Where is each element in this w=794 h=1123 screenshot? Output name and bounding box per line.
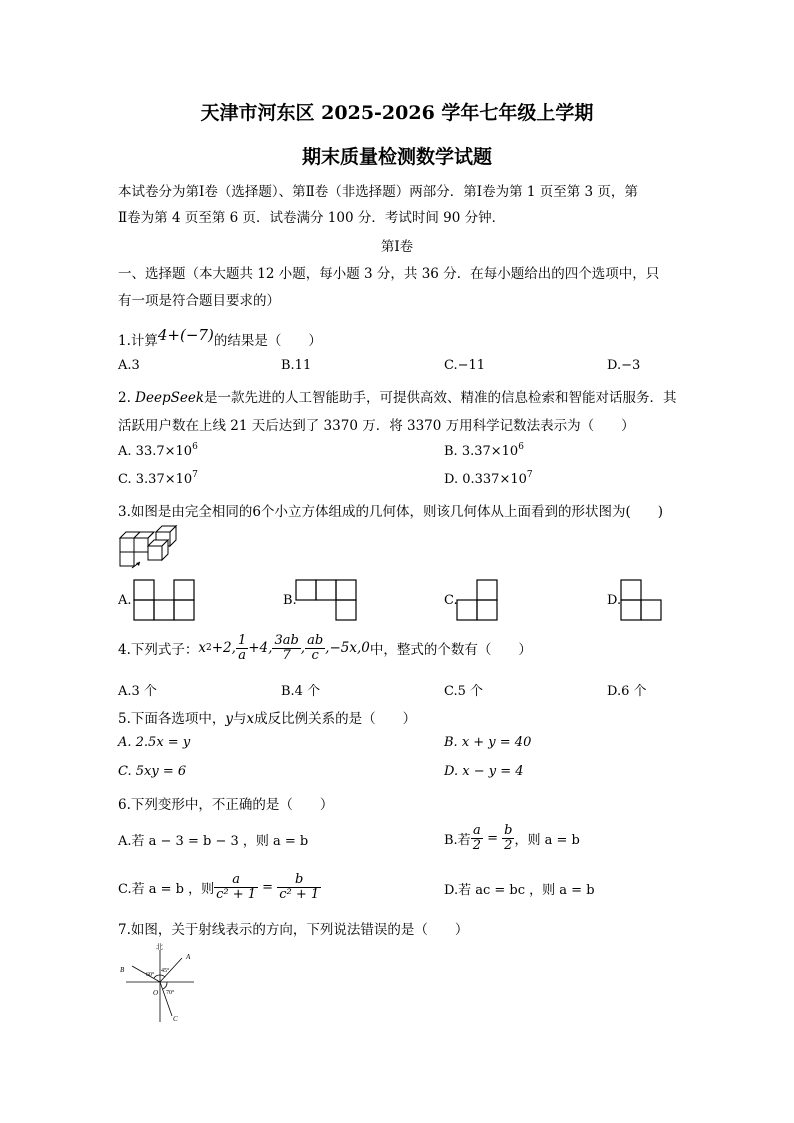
q2-option-d-mantissa: 0.337×10 (462, 472, 527, 487)
q3-option-c-shape[interactable] (456, 579, 498, 621)
q2-option-a-exponent: 6 (192, 442, 198, 452)
q4-fraction-1-denominator: a (238, 647, 246, 663)
q4-fraction-2 (272, 634, 300, 663)
q4-term1-rest: +2, (211, 640, 236, 656)
q5-option-b[interactable]: B. x + y = 40 (444, 735, 532, 750)
q4-fraction-3-numerator: ab (307, 632, 324, 648)
grid-square (154, 600, 174, 620)
grid-square (134, 580, 154, 600)
fraction-denominator: 2 (504, 837, 513, 853)
q2-option-b-label: B. (444, 444, 458, 459)
q2-product-name: DeepSeek (135, 390, 205, 406)
question-4: 4.下列式子： x 2 +2, $\frac{1}{a}$ +4, $\frac{3ab}{7}$ , $\frac{ab}{c}$ ,−5x,0 中，整式的个数有（ ） (118, 632, 532, 663)
q6-option-c-fraction-b (277, 873, 321, 902)
q5-option-c[interactable]: C. 5xy = 6 (118, 764, 187, 779)
q3-option-b-shape[interactable] (295, 579, 357, 621)
fraction-denominator: c² + 1 (279, 886, 320, 902)
intro-line1: 本试卷分为第Ⅰ卷（选择题）、第Ⅱ卷（非选择题）两部分．第Ⅰ卷为第 1 页至第 3 页，第 (118, 184, 638, 200)
q4-fraction-2-numerator: 3ab (274, 632, 299, 648)
exam-title-line2: 期末质量检测数学试题 (301, 146, 492, 168)
grid-square (621, 600, 641, 620)
q4-option-b[interactable]: B.4 个 (281, 684, 321, 699)
point-a-label: A (186, 953, 191, 961)
q4-prefix: 4.下列式子： (118, 642, 199, 658)
q4-suffix: 中，整式的个数有（ ） (369, 642, 532, 658)
cube-face (134, 538, 148, 552)
fraction-denominator: c² + 1 (216, 886, 257, 902)
q1-option-b[interactable]: B.11 (281, 358, 312, 373)
cube-face (148, 546, 162, 560)
q5-option-d[interactable]: D. x − y = 4 (444, 764, 524, 779)
q5-var-x: x (246, 711, 255, 727)
angle-45-label: 45° (161, 968, 170, 974)
intro-line2: Ⅱ卷为第 4 页至第 6 页．试卷满分 100 分．考试时间 90 分钟． (118, 210, 506, 226)
q6-option-b-equals: = (482, 830, 503, 846)
q4-term2-rest: +4, (248, 640, 273, 656)
fraction-numerator: a (471, 824, 483, 839)
fraction-numerator: a (214, 873, 258, 888)
part1-instruction-line1: 一、选择题（本大题共 12 小题，每小题 3 分，共 36 分．在每小题给出的四个选项中，只 (118, 266, 660, 282)
cube-face (120, 552, 134, 566)
grid-square (621, 580, 641, 600)
grid-square (174, 600, 194, 620)
q4-fraction-1-numerator: 1 (237, 632, 247, 648)
q2-option-d-label: D. (444, 472, 459, 487)
angle-70-label: 70° (166, 990, 175, 996)
q5-text-c: 成反比例关系的是（ ） (254, 711, 417, 727)
q4-option-d[interactable]: D.6 个 (607, 684, 647, 699)
angle-arc-70 (163, 982, 167, 989)
q3-option-b-label[interactable]: B. (283, 593, 297, 608)
part1-instruction-line2: 有一项是符合题目要求的） (118, 293, 280, 309)
grid-square (641, 600, 661, 620)
q4-option-a[interactable]: A.3 个 (118, 684, 157, 699)
q2-option-d-exponent: 7 (526, 470, 533, 480)
grid-square (316, 580, 336, 600)
grid-square (477, 580, 497, 600)
q4-separator: , (300, 640, 306, 656)
grid-square (336, 580, 356, 600)
q6-option-a[interactable]: A.若 a − 3 = b − 3 ，则 a = b (118, 834, 309, 849)
fraction-numerator: b (504, 822, 513, 838)
q6-option-c-prefix: C.若 a = b ，则 (118, 881, 215, 897)
q3-option-a-label[interactable]: A. (118, 593, 132, 608)
fraction-denominator: 2 (472, 837, 481, 853)
point-o-label: O (153, 989, 159, 997)
grid-square (296, 580, 316, 600)
q1-expression: 4+(−7) (157, 326, 214, 344)
q2-option-b-exponent: 6 (518, 442, 524, 452)
q1-suffix: 的结果是（ ） (213, 333, 322, 349)
section-title: 第Ⅰ卷 (380, 239, 414, 255)
q2-option-b-mantissa: 3.37×10 (461, 444, 519, 459)
question-7: 7.如图，关于射线表示的方向，下列说法错误的是（ ） (118, 922, 469, 938)
q1-option-a[interactable]: A.3 (118, 358, 140, 373)
q2-option-c-exponent: 7 (192, 470, 198, 480)
q3-option-a-shape[interactable] (133, 579, 195, 621)
q6-option-b-fraction-a (471, 824, 483, 853)
q2-option-a[interactable] (118, 444, 198, 459)
q7-direction-figure (118, 942, 198, 1024)
q2-number: 2. (118, 390, 136, 406)
q6-option-d[interactable]: D.若 ac = bc ，则 a = b (444, 883, 595, 898)
grid-square (336, 600, 356, 620)
q2-option-d[interactable] (444, 472, 533, 487)
grid-square (457, 600, 477, 620)
q5-text-b: 与 (233, 711, 247, 727)
q3-option-d-shape[interactable] (620, 579, 662, 621)
q6-option-c-fraction-a (214, 873, 258, 902)
q4-term1: x (198, 640, 207, 656)
q2-option-c-mantissa: 3.37×10 (135, 472, 193, 487)
q4-term3: ,−5x,0 (325, 640, 370, 656)
q3-cube-figure (118, 522, 188, 570)
point-c-label: C (173, 1015, 178, 1023)
question-2-line2: 活跃用户数在上线 21 天后达到了 3370 万．将 3370 万用科学记数法表示为（ ） (118, 418, 635, 434)
q5-text-a: 5.下面各选项中， (118, 711, 226, 727)
q2-option-c-label: C. (118, 472, 132, 487)
q1-option-d[interactable]: D.−3 (607, 358, 641, 373)
point-b-label: B (120, 966, 125, 974)
fraction-numerator: b (277, 873, 321, 888)
question-5 (118, 707, 416, 727)
question-2-line1 (118, 386, 677, 406)
q2-line1-text: 是一款先进的人工智能助手，可提供高效、精准的信息检索和智能对话服务．其 (204, 390, 677, 406)
q5-option-a[interactable]: A. 2.5x = y (118, 735, 191, 750)
q2-option-a-mantissa: 33.7×10 (135, 444, 193, 459)
question-6: 6.下列变形中，不正确的是（ ） (118, 797, 334, 813)
q3-option-d-label[interactable]: D. (607, 593, 622, 608)
q6-option-c-equals: = (258, 879, 278, 895)
q6-option-b-suffix: ，则 a = b (514, 832, 580, 848)
q1-prefix: 1.计算 (118, 333, 158, 349)
q4-fraction-1 (236, 634, 248, 663)
q2-option-a-label: A. (118, 444, 132, 459)
cube-face (120, 538, 134, 552)
q4-fraction-3 (305, 634, 325, 663)
question-3: 3.如图是由完全相同的6个小立方体组成的几何体，则该几何体从上面看到的形状图为( ) (118, 504, 664, 520)
q4-fraction-3-denominator: c (311, 647, 319, 663)
q6-option-b-prefix: B.若 (444, 832, 471, 848)
q2-option-c[interactable] (118, 472, 198, 487)
q5-var-y: y (225, 711, 234, 727)
q4-fraction-2-denominator: 7 (282, 647, 291, 663)
question-1 (118, 326, 322, 349)
angle-60-label: 60° (146, 972, 155, 978)
q6-option-b-fraction-b (502, 824, 514, 853)
q2-option-b[interactable] (444, 444, 524, 459)
exam-title-line1: 天津市河东区 2025-2026 学年七年级上学期 (200, 102, 594, 124)
q3-option-c-label[interactable]: C. (444, 593, 458, 608)
grid-square (134, 600, 154, 620)
q6-option-b[interactable] (444, 820, 580, 856)
grid-square (174, 580, 194, 600)
north-label: 北 (156, 943, 163, 951)
angle-arc-45 (160, 975, 165, 977)
grid-square (477, 600, 497, 620)
q1-option-c[interactable]: C.−11 (444, 358, 486, 373)
angle-arc-60 (154, 975, 160, 978)
q6-option-c[interactable] (118, 868, 321, 906)
q4-option-c[interactable]: C.5 个 (444, 684, 484, 699)
